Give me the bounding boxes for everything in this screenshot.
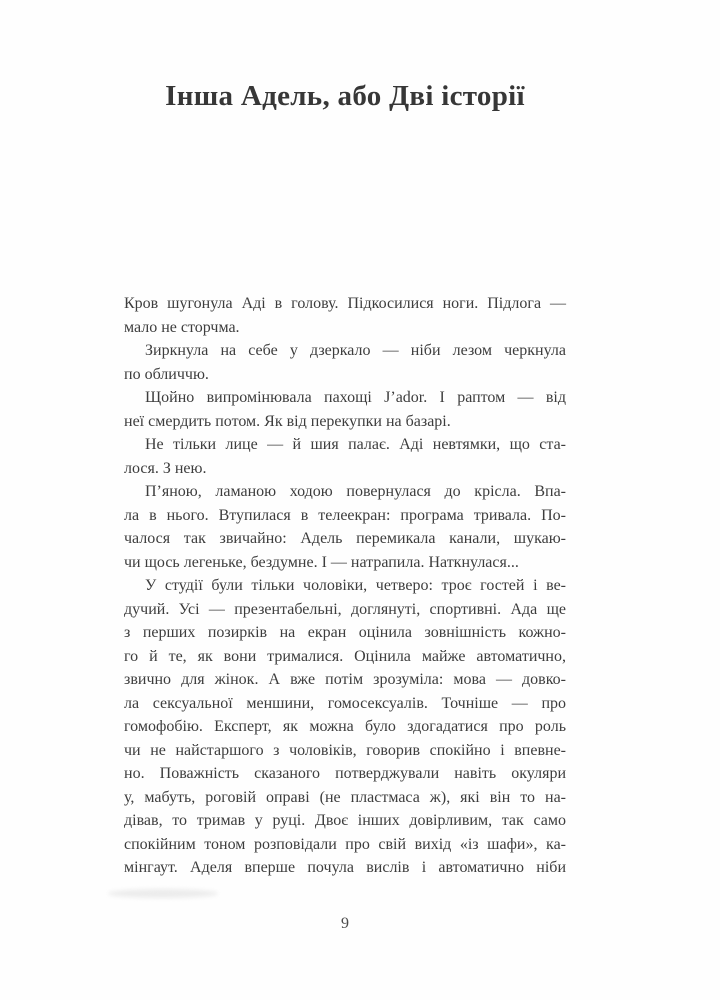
text-line: У студії були тільки чоловіки, четверо: троє гостей і ве- (145, 577, 566, 594)
text-line: ла в нього. Втупилася в телеекран: програма тривала. По- (124, 506, 566, 524)
text-line: лося. З нею. (124, 459, 207, 477)
text-line: чалося так звичайно: Адель перемикала канали, шукаю- (124, 530, 566, 547)
chapter-title: Інша Адель, або Дві історії (165, 80, 525, 112)
text-line: дучий. Усі — презентабельні, доглянуті, спортивні. Ада ще (124, 600, 566, 618)
text-line: Щойно випромінювала пахощі J’ador. І раптом — від (145, 389, 566, 406)
text-line: гомофобію. Експерт, як можна було здогадатися про роль (124, 718, 566, 735)
text-line: го й те, як вони трималися. Оцінила майже автоматично, (124, 647, 566, 665)
text-line: з перших позирків на екран оцінила зовнішність кожно- (124, 624, 566, 641)
text-line: спокійним тоном розповідали про свій вихід «із шафи», ка- (124, 835, 566, 853)
text-line: Не тільки лице — й шия палає. Аді невтямки, що ста- (145, 436, 566, 453)
text-line: Кров шугонула Аді в голову. Підкосилися ноги. Підлога — (124, 295, 566, 312)
text-line: Зиркнула на себе у дзеркало — ніби лезом черкнула (145, 342, 566, 359)
text-line: у, мабуть, роговій оправі (не пластмаса ж), які він то на- (124, 788, 566, 806)
text-line: дівав, то тримав у руці. Двоє інших довірливим, так само (124, 812, 566, 829)
text-line: мало не сторчма. (124, 318, 240, 336)
text-line: неї смердить потом. Як від перекупки на базарі. (124, 412, 451, 430)
text-line: чи не найстаршого з чоловіків, говорив спокійно і впевне- (124, 741, 566, 759)
page-number: 9 (341, 915, 349, 932)
text-line: чи щось легеньке, бездумне. І — натрапила. Наткнулася... (124, 553, 519, 571)
text-line: по обличчю. (124, 365, 209, 383)
text-line: П’яною, ламаною ходою повернулася до крісла. Впа- (145, 483, 566, 500)
scan-smudge (108, 889, 218, 898)
body-text (124, 292, 566, 880)
text-line: но. Поважність сказаного потверджували навіть окуляри (124, 765, 566, 782)
text-line: мінгаут. Аделя вперше почула вислів і автоматично ніби (124, 859, 566, 876)
text-line: ла сексуальної меншини, гомосексуалів. Точніше — про (124, 694, 566, 712)
text-line: звично для жінок. А вже потім зрозуміла: мова — довко- (124, 671, 566, 688)
